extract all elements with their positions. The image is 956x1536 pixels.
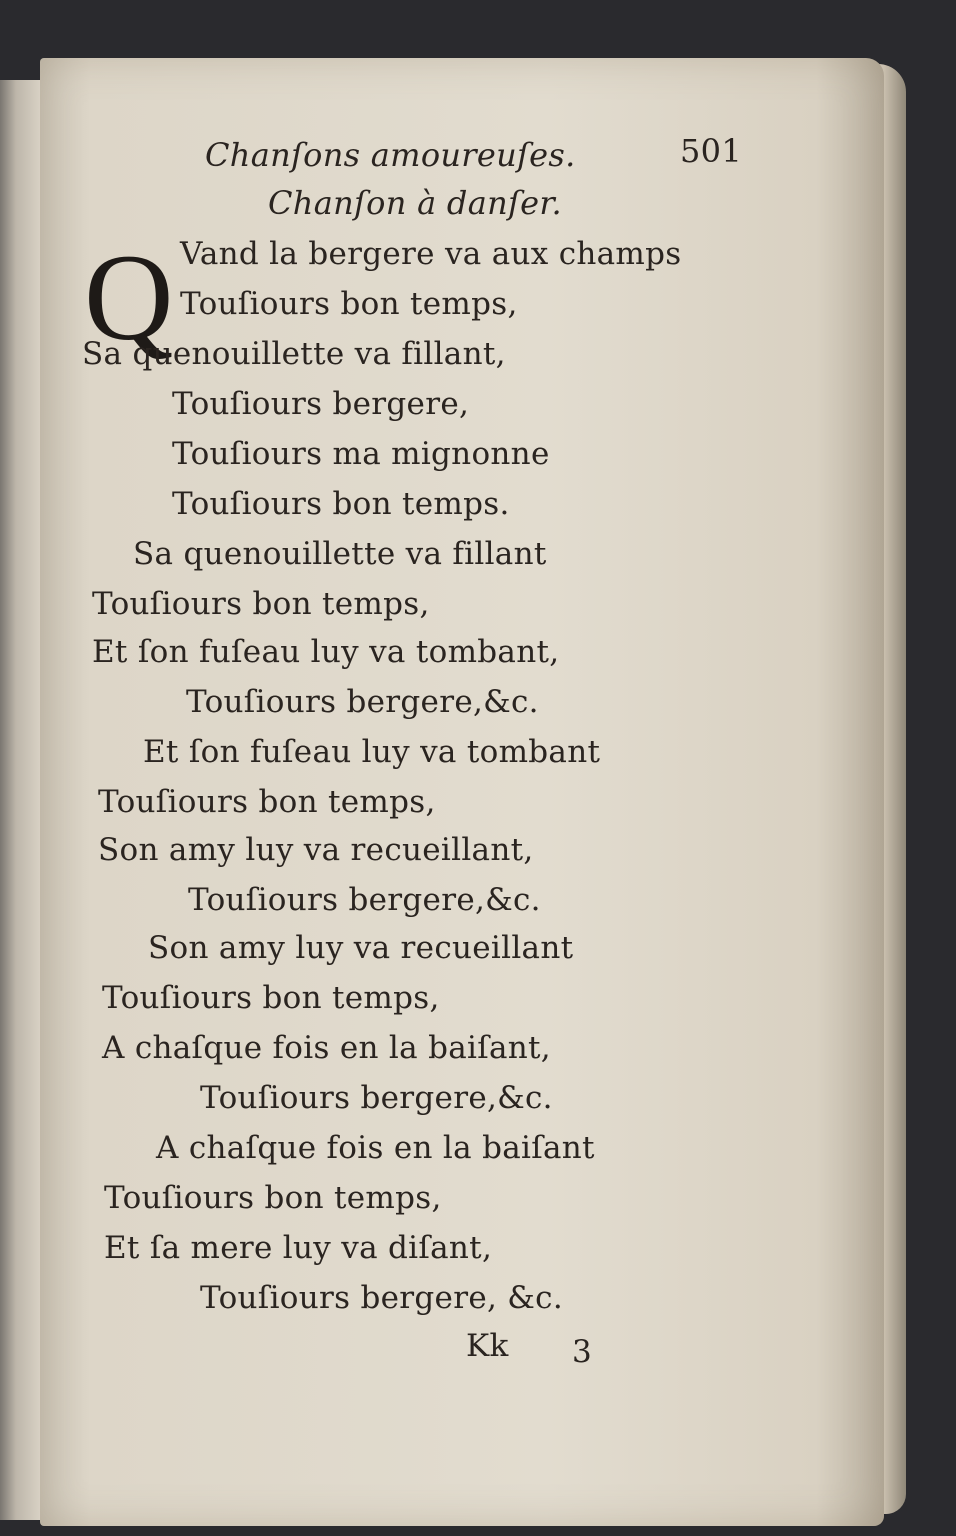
drop-cap: Q bbox=[84, 229, 174, 366]
verse-line: Touſiours bergere,&c. bbox=[186, 684, 539, 720]
verse-line: A chaſque fois en la baiſant, bbox=[102, 1030, 551, 1066]
verse-line: Son amy luy va recueillant, bbox=[98, 832, 534, 868]
page-number: 501 bbox=[680, 132, 742, 170]
verse-line: Touſiours bergere,&c. bbox=[188, 882, 541, 918]
verse-line: Touſiours bergere, &c. bbox=[200, 1280, 563, 1316]
verse-line: A chaſque fois en la baiſant bbox=[156, 1130, 595, 1166]
verse-line: Touſiours bergere, bbox=[172, 386, 470, 422]
previous-page-edge bbox=[0, 80, 40, 1520]
verse-line: Son amy luy va recueillant bbox=[148, 930, 574, 966]
verse-line: Touſiours bon temps, bbox=[92, 586, 430, 622]
verse-line: Touſiours ma mignonne bbox=[172, 436, 550, 472]
verse-line: Touſiours bon temps, bbox=[98, 784, 436, 820]
verse-line: Sa quenouillette va fillant bbox=[133, 536, 547, 572]
verse-line: Vand la bergere va aux champs bbox=[180, 236, 682, 272]
signature-number: 3 bbox=[572, 1334, 593, 1370]
verse-line: Sa quenouillette va fillant, bbox=[82, 336, 506, 372]
verse-line: Et ſon fuſeau luy va tombant, bbox=[92, 634, 560, 670]
verse-line: Et ſon fuſeau luy va tombant bbox=[143, 734, 601, 770]
verse-line: Et ſa mere luy va diſant, bbox=[104, 1230, 493, 1266]
verse-line: Touſiours bergere,&c. bbox=[200, 1080, 553, 1116]
verse-line: Touſiours bon temps, bbox=[104, 1180, 442, 1216]
signature-mark: Kk bbox=[466, 1328, 509, 1364]
song-title: Chanſon à danſer. bbox=[268, 184, 562, 222]
verse-line: Touſiours bon temps. bbox=[172, 486, 510, 522]
verse-line: Touſiours bon temps, bbox=[102, 980, 440, 1016]
verse-line: Touſiours bon temps, bbox=[180, 286, 518, 322]
running-title: Chanſons amoureuſes. bbox=[205, 136, 576, 174]
